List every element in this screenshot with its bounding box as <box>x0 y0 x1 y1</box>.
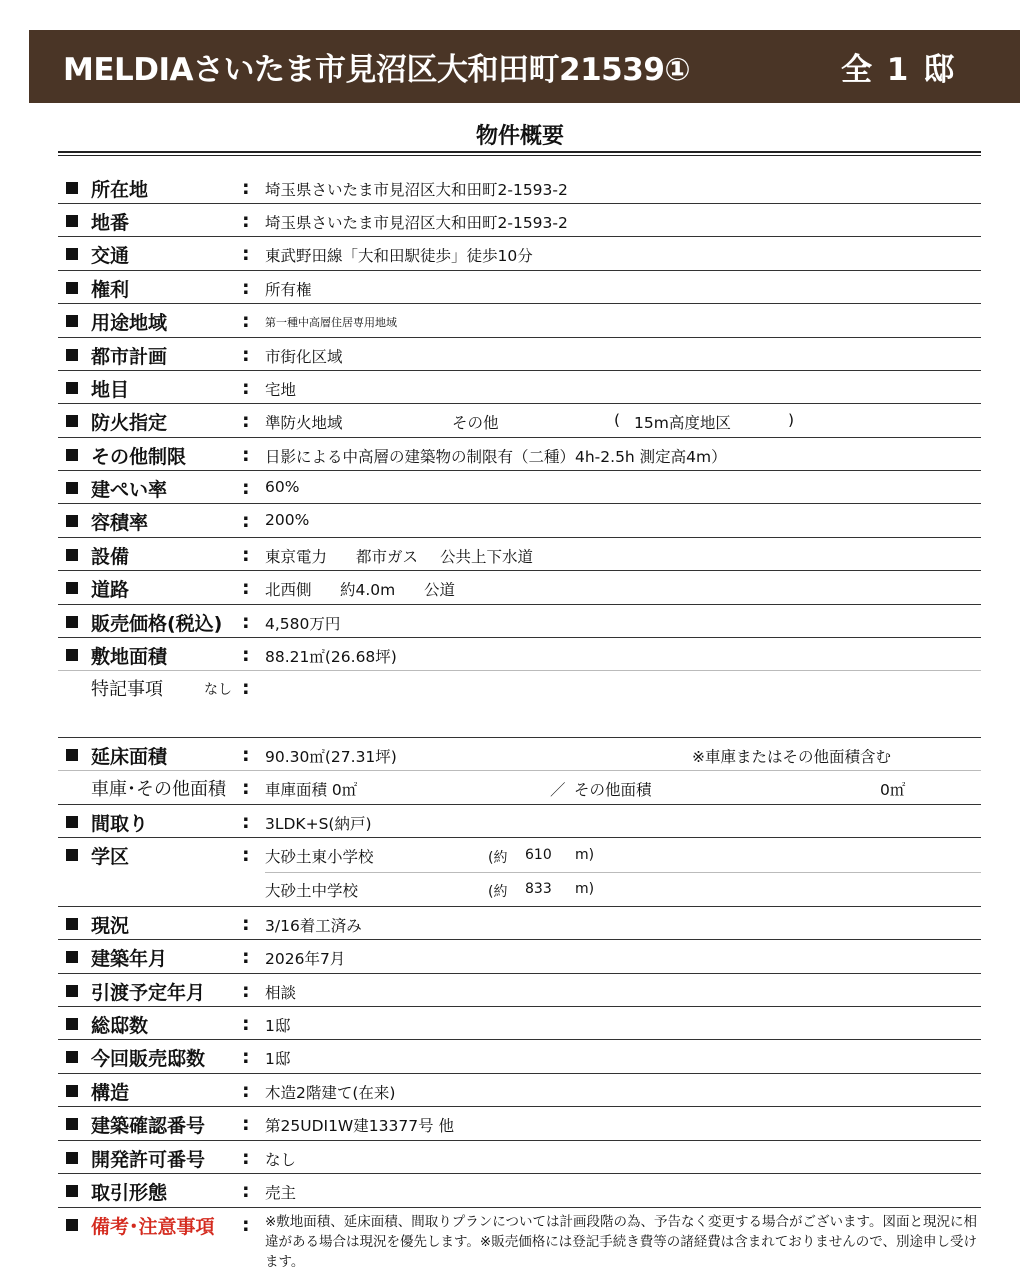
row-label: 延床面積 <box>91 746 168 768</box>
colon: : <box>242 946 250 968</box>
page-header <box>29 30 1020 103</box>
colon: : <box>242 444 250 466</box>
row-label: 取引形態 <box>91 1182 168 1204</box>
bullet-icon <box>66 1185 78 1197</box>
unit-count: 全 1 邸 <box>841 52 957 88</box>
row-label: 設備 <box>91 546 130 568</box>
divider <box>58 155 981 156</box>
row-value: 4,580万円 <box>265 615 341 633</box>
colon: : <box>242 1214 250 1236</box>
bullet-icon <box>66 749 78 761</box>
property-title: MELDIAさいたま市見沼区大和田町21539① <box>63 52 691 88</box>
unit: m) <box>575 847 595 863</box>
row-value: 東武野田線「大和田駅徒歩」徒歩10分 <box>265 247 533 265</box>
bullet-icon <box>66 616 78 628</box>
height-district: 15m高度地区 <box>634 414 731 432</box>
garage-area: 車庫面積 0㎡ <box>265 781 358 799</box>
row-permit <box>58 1107 981 1141</box>
row-label: 販売価格(税込) <box>91 613 223 635</box>
remarks-text: ※敷地面積、延床面積、間取りプランについては計画段階の為、予告なく変更する場合がございます。図面と現況に相違がある場合は現況を優先します。※販売価格には登記手続き費等の諸経費は含まれておりませんので、別途申し受けます。 <box>265 1214 977 1270</box>
row-label: 車庫･その他面積 <box>91 779 226 800</box>
unit: m) <box>575 881 595 897</box>
colon: : <box>242 1180 250 1202</box>
colon: : <box>242 644 250 666</box>
approx-label: (約 <box>488 850 508 866</box>
junior-high-school: 大砂土中学校 <box>265 882 359 900</box>
distance: 833 <box>525 881 552 897</box>
row-structure <box>58 1074 981 1107</box>
row-lot <box>58 204 981 237</box>
colon: : <box>242 410 250 432</box>
colon: : <box>242 310 250 332</box>
colon: : <box>242 510 250 532</box>
row-floor-area <box>58 738 981 771</box>
bullet-icon <box>66 449 78 461</box>
bullet-icon <box>66 415 78 427</box>
other-area-value: 0㎡ <box>880 781 906 799</box>
row-other-restrictions <box>58 438 981 471</box>
bullet-icon <box>66 549 78 561</box>
colon: : <box>242 1046 250 1068</box>
row-transaction <box>58 1174 981 1208</box>
row-rights <box>58 271 981 304</box>
row-value: 60% <box>265 478 300 496</box>
floor-area-note: ※車庫またはその他面積含む <box>692 748 891 766</box>
bullet-icon <box>66 349 78 361</box>
row-label: 現況 <box>91 915 130 937</box>
row-value: 1邸 <box>265 1017 291 1035</box>
bullet-icon <box>66 1018 78 1030</box>
road-side: 北西側 <box>265 581 312 599</box>
distance: 610 <box>525 847 552 863</box>
row-label: 交通 <box>91 245 130 267</box>
row-label: 地目 <box>91 379 130 401</box>
bullet-icon <box>66 282 78 294</box>
bullet-icon <box>66 1118 78 1130</box>
bullet-icon <box>66 382 78 394</box>
row-label: 敷地面積 <box>91 646 168 668</box>
row-road <box>58 571 981 605</box>
row-dev-permit <box>58 1141 981 1174</box>
bullet-icon <box>66 315 78 327</box>
colon: : <box>242 277 250 299</box>
bullet-icon <box>66 1152 78 1164</box>
row-status <box>58 907 981 940</box>
bullet-icon <box>66 215 78 227</box>
bullet-icon <box>66 248 78 260</box>
bullet-icon <box>66 951 78 963</box>
colon: : <box>242 1113 250 1135</box>
elementary-school: 大砂土東小学校 <box>265 848 374 866</box>
bullet-icon <box>66 1051 78 1063</box>
row-value: 1邸 <box>265 1050 291 1068</box>
colon: : <box>242 243 250 265</box>
fire-zone: 準防火地域 <box>265 414 343 432</box>
row-zoning <box>58 304 981 338</box>
row-label: 道路 <box>91 579 130 601</box>
approx-label: (約 <box>488 884 508 900</box>
colon: : <box>242 1147 250 1169</box>
row-site-area <box>58 638 981 671</box>
row-handover <box>58 974 981 1007</box>
colon: : <box>242 811 250 833</box>
colon: : <box>242 1013 250 1035</box>
electricity: 東京電力 <box>265 548 328 566</box>
bullet-icon <box>66 816 78 828</box>
row-special <box>58 671 981 738</box>
road-type: 公道 <box>424 581 456 599</box>
row-label: 学区 <box>91 846 130 868</box>
fire-other: その他 <box>452 414 499 432</box>
row-value: 所有権 <box>265 281 312 299</box>
row-label: 構造 <box>91 1082 130 1104</box>
bullet-icon <box>66 582 78 594</box>
bullet-icon <box>66 1219 78 1231</box>
colon: : <box>242 344 250 366</box>
bullet-icon <box>66 649 78 661</box>
row-value: 埼玉県さいたま市見沼区大和田町2-1593-2 <box>265 214 568 232</box>
row-city-plan <box>58 338 981 371</box>
colon: : <box>242 210 250 232</box>
row-label: 建ぺい率 <box>91 479 168 501</box>
row-location <box>58 171 981 204</box>
row-label: 開発許可番号 <box>91 1149 206 1171</box>
row-school <box>58 838 981 907</box>
row-value: 相談 <box>265 984 297 1002</box>
paren-open: ( <box>614 411 621 429</box>
row-label: 地番 <box>91 212 130 234</box>
row-price <box>58 605 981 638</box>
colon: : <box>242 744 250 766</box>
row-value: 88.21㎡(26.68坪) <box>265 648 397 666</box>
row-far <box>58 504 981 538</box>
row-value: 200% <box>265 511 310 529</box>
row-label: 建築年月 <box>91 948 168 970</box>
row-value: 埼玉県さいたま市見沼区大和田町2-1593-2 <box>265 181 568 199</box>
row-layout <box>58 805 981 838</box>
section-title: 物件概要 <box>475 124 564 149</box>
water: 公共上下水道 <box>440 548 534 566</box>
row-value: 日影による中高層の建築物の制限有（二種）4h-2.5h 測定高4m） <box>265 448 727 466</box>
divider <box>58 151 981 153</box>
row-value: 2026年7月 <box>265 950 346 968</box>
row-facilities <box>58 538 981 571</box>
paren-close: ) <box>788 411 795 429</box>
colon: : <box>242 913 250 935</box>
divider <box>265 872 981 873</box>
row-label: 備考･注意事項 <box>91 1216 215 1238</box>
bullet-icon <box>66 1085 78 1097</box>
row-label: 間取り <box>91 813 149 835</box>
bullet-icon <box>66 182 78 194</box>
row-label: 今回販売邸数 <box>91 1048 206 1070</box>
row-label: 用途地域 <box>91 312 168 334</box>
row-value: 第一種中高層住居専用地域 <box>265 316 397 329</box>
bullet-icon <box>66 849 78 861</box>
row-remarks <box>58 1208 981 1280</box>
colon: : <box>242 1080 250 1102</box>
row-fire <box>58 404 981 438</box>
road-width: 約4.0m <box>340 581 396 599</box>
row-value: なし <box>204 682 232 698</box>
row-coverage <box>58 471 981 504</box>
row-label: 建築確認番号 <box>91 1115 206 1137</box>
gas: 都市ガス <box>356 548 419 566</box>
row-value: 売主 <box>265 1184 297 1202</box>
colon: : <box>242 777 250 799</box>
colon: : <box>242 677 250 699</box>
row-label: 所在地 <box>91 179 149 201</box>
colon: : <box>242 844 250 866</box>
colon: : <box>242 544 250 566</box>
row-value: なし <box>265 1151 297 1169</box>
row-built <box>58 940 981 974</box>
bullet-icon <box>66 918 78 930</box>
row-label: その他制限 <box>91 446 187 468</box>
row-value: 3LDK+S(納戸) <box>265 815 372 833</box>
row-value: 宅地 <box>265 381 297 399</box>
other-area-label: その他面積 <box>574 781 652 799</box>
row-label: 防火指定 <box>91 412 168 434</box>
row-label: 都市計画 <box>91 346 168 368</box>
row-value: 木造2階建て(在来) <box>265 1084 396 1102</box>
row-units-now <box>58 1040 981 1074</box>
row-label: 特記事項 <box>91 679 163 700</box>
colon: : <box>242 377 250 399</box>
slash: ／ <box>550 781 566 799</box>
colon: : <box>242 611 250 633</box>
row-label: 権利 <box>91 279 130 301</box>
row-value: 第25UDI1W建13377号 他 <box>265 1117 454 1135</box>
colon: : <box>242 980 250 1002</box>
bullet-icon <box>66 985 78 997</box>
row-access <box>58 237 981 271</box>
row-value: 市街化区域 <box>265 348 343 366</box>
row-label: 引渡予定年月 <box>91 982 206 1004</box>
row-label: 容積率 <box>91 512 149 534</box>
bullet-icon <box>66 515 78 527</box>
row-label: 総邸数 <box>91 1015 149 1037</box>
row-value: 90.30㎡(27.31坪) <box>265 748 397 766</box>
row-total-units <box>58 1007 981 1040</box>
bullet-icon <box>66 482 78 494</box>
colon: : <box>242 177 250 199</box>
colon: : <box>242 577 250 599</box>
row-land-category <box>58 371 981 404</box>
colon: : <box>242 477 250 499</box>
row-value: 3/16着工済み <box>265 917 362 935</box>
row-garage <box>58 771 981 805</box>
